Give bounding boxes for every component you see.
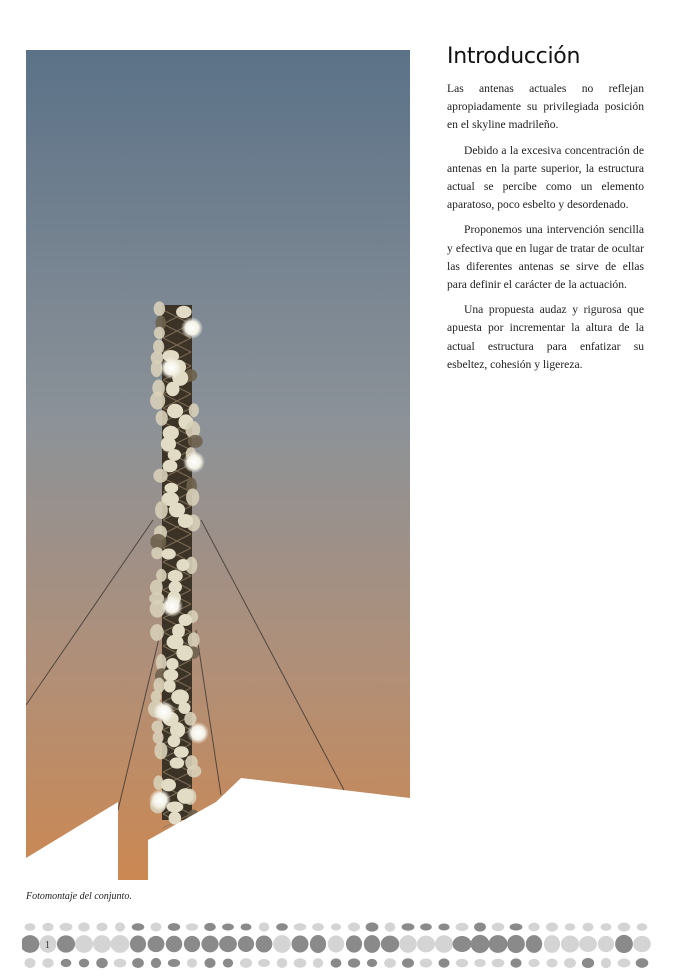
intro-text — [447, 80, 644, 381]
decorative-dot-band — [22, 920, 652, 970]
sky — [26, 50, 410, 880]
photo-caption: Fotomontaje del conjunto. — [26, 891, 132, 902]
paragraph-4: Una propuesta audaz y rigurosa que apuesta por incrementar la altura de la actual estructura para enfatizar su esbeltez, cohesión y ligereza. — [447, 303, 644, 371]
paragraph-3: Proponemos una intervención sencilla y efectiva que en lugar de tratar de ocultar las diferentes antenas se sirve de ellas para definir el carácter de la actuación. — [447, 223, 644, 292]
page-number: 1 — [45, 940, 50, 951]
paragraph-1: Las antenas actuales no reflejan apropiadamente su privilegiada posición en el skyline madrileño. — [447, 82, 644, 132]
paragraph-2: Debido a la excesiva concentración de antenas en la parte superior, la estructura actual se percibe como un elemento aparatoso, poco esbelto y desordenado. — [447, 143, 644, 212]
page-title: Introducción — [447, 44, 581, 69]
tower-photomontage — [26, 50, 410, 880]
